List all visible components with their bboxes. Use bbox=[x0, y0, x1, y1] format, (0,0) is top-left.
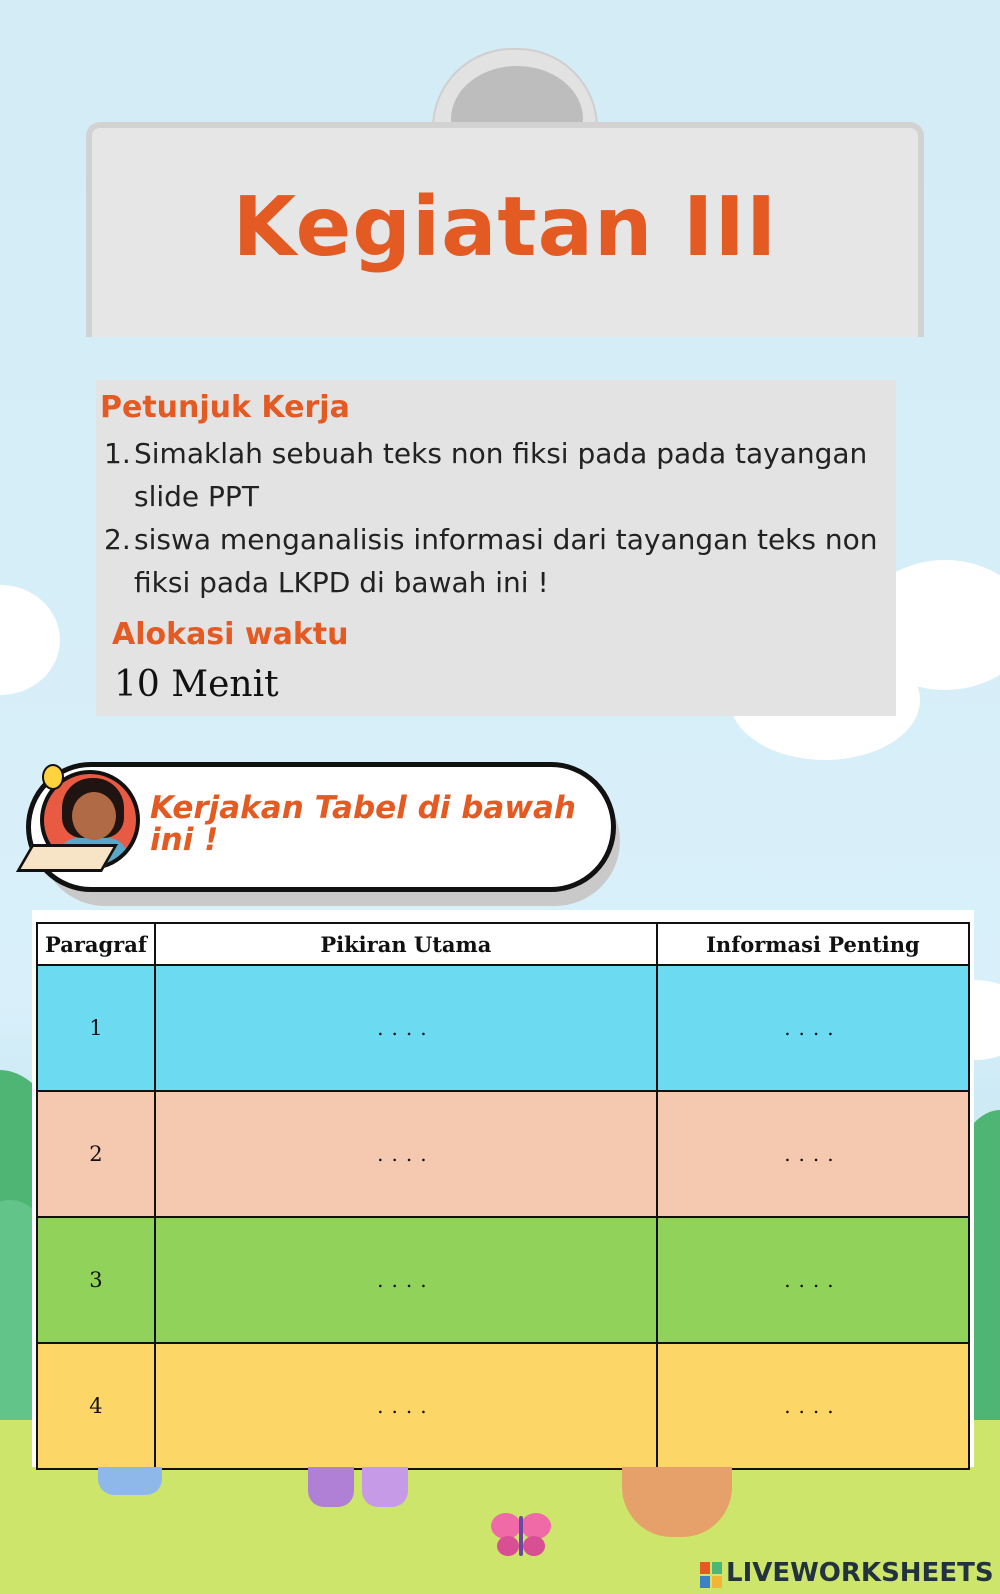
instruction-step bbox=[104, 518, 884, 604]
header-informasi-penting: Informasi Penting bbox=[657, 923, 969, 965]
paragraph-number: 4 bbox=[37, 1343, 155, 1469]
informasi-penting-cell[interactable]: .... bbox=[657, 1343, 969, 1469]
creature-leg bbox=[362, 1467, 408, 1507]
informasi-penting-cell[interactable]: .... bbox=[657, 1217, 969, 1343]
paragraph-number: 2 bbox=[37, 1091, 155, 1217]
page-title: Kegiatan III bbox=[232, 180, 778, 275]
creature-leg bbox=[98, 1467, 162, 1495]
table-row bbox=[37, 1343, 969, 1469]
creature-leg bbox=[308, 1467, 354, 1507]
instruction-list bbox=[104, 432, 884, 604]
butterfly-icon bbox=[490, 1510, 552, 1560]
step-number: 1. bbox=[104, 437, 131, 470]
instruction-step bbox=[104, 432, 884, 518]
informasi-penting-cell[interactable]: .... bbox=[657, 965, 969, 1091]
lightbulb-icon bbox=[42, 764, 64, 790]
time-heading: Alokasi waktu bbox=[112, 617, 349, 652]
liveworksheets-logo-icon bbox=[700, 1562, 722, 1588]
paragraph-number: 1 bbox=[37, 965, 155, 1091]
instructions-heading: Petunjuk Kerja bbox=[100, 390, 350, 425]
pikiran-utama-cell[interactable]: .... bbox=[155, 1217, 657, 1343]
table-row bbox=[37, 1091, 969, 1217]
informasi-penting-cell[interactable]: .... bbox=[657, 1091, 969, 1217]
pikiran-utama-cell[interactable]: .... bbox=[155, 1091, 657, 1217]
table-header-row bbox=[37, 923, 969, 965]
paragraph-number: 3 bbox=[37, 1217, 155, 1343]
book-icon bbox=[16, 844, 118, 872]
table-row bbox=[37, 965, 969, 1091]
step-text: Simaklah sebuah teks non fiksi pada pada tayangan slide PPT bbox=[134, 437, 868, 513]
liveworksheets-watermark: LIVEWORKSHEETS bbox=[726, 1558, 994, 1588]
table-row bbox=[37, 1217, 969, 1343]
face bbox=[72, 792, 116, 840]
pikiran-utama-cell[interactable]: .... bbox=[155, 965, 657, 1091]
banner-text: Kerjakan Tabel di bawah ini ! bbox=[150, 790, 576, 858]
time-value: 10 Menit bbox=[114, 664, 279, 705]
header-pikiran-utama: Pikiran Utama bbox=[155, 923, 657, 965]
pikiran-utama-cell[interactable]: .... bbox=[155, 1343, 657, 1469]
header-paragraf: Paragraf bbox=[37, 923, 155, 965]
step-text: siswa menganalisis informasi dari tayangan teks non fiksi pada LKPD di bawah ini ! bbox=[134, 523, 878, 599]
step-number: 2. bbox=[104, 523, 131, 556]
analysis-table bbox=[36, 922, 970, 1470]
